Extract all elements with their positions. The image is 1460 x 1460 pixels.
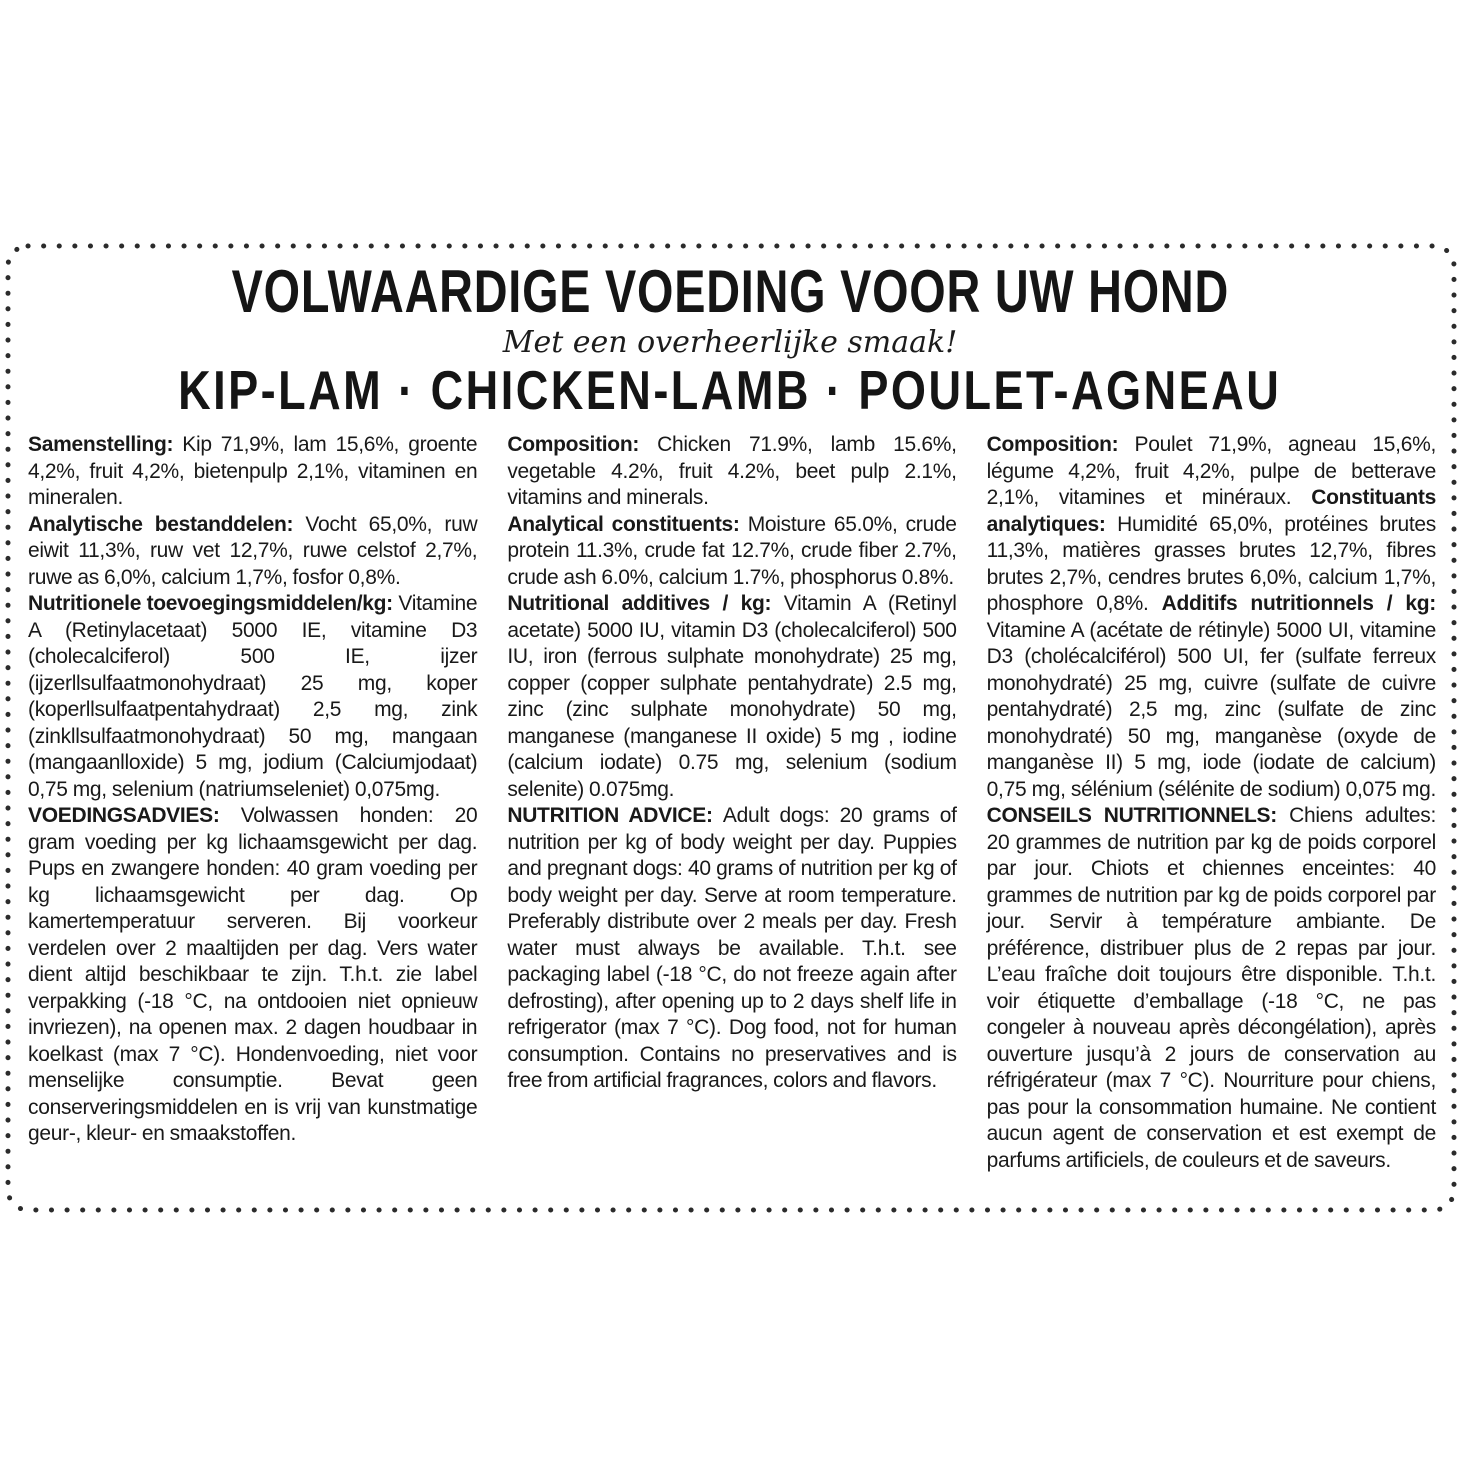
section-text: Chiens adultes: 20 grammes de nutrition par kg de poids corporel par jour. Chiots et chiennes enceintes: 40 grammes de nutrition par kg de poids corporel par jour. Servir à température ambiante. De préférence, distribuer plus de 2 repas par jour. L’eau fraîche doit toujours être disponible. T.h.t. voir étiquette d’emballage (-18 °C, ne pas congeler à nouveau après décongélation), après ouverture jusqu’à 2 jours de conservation au réfrigérateur (max 7 °C). Nourriture pour chiens, pas pour la consommation humaine. Ne contient aucun agent de conservation et est exempt de parfums artificiels, de couleurs et de saveurs. [986,804,1436,1172]
label-paragraph [987,432,1436,1174]
section-text: Vocht 65,0%, ruw eiwit 11,3%, ruw vet 12,7%, ruwe celstof 2,7%, ruwe as 6,0%, calcium 1,7%, fosfor 0,8%. [28,512,478,589]
column-french [987,432,1436,1174]
section-text: Volwassen honden: 20 gram voeding per kg lichaamsgewicht per dag. Pups en zwangere honden: 40 gram voeding per kg lichaamsgewicht per dag. Op kamertemperatuur serveren. Bij voorkeur verdelen over 2 maaltijden per dag. Vers water dient altijd beschikbaar te zijn. T.h.t. zie label verpakking (-18 °C, na ontdooien niet opnieuw invriezen), na openen max. 2 dagen houdbaar in koelkast (max 7 °C). Hondenvoeding, niet voor menselijke consumptie. Bevat geen conserveringsmiddelen en is vrij van kunstmatige geur-, kleur- en smaakstoffen. [28,804,478,1145]
section-heading: Constituants analytiques: [986,486,1436,536]
section-heading: Additifs nutritionnels / kg: [1161,592,1436,615]
section-heading: Analytische bestanddelen: [28,512,306,536]
section-heading: Nutritional additives / kg: [507,592,784,615]
section-text: Vitamin A (Retinyl acetate) 5000 IU, vitamin D3 (cholecalciferol) 500 IU, iron (ferrous sulphate monohydrate) 25 mg, copper (copper sulphate pentahydrate) 2.5 mg, zinc (zinc sulphate monohydrate) 50 mg, manganese (manganese II oxide) 5 mg , iodine (calcium iodate) 0.75 mg, selenium (sodium selenite) 0.075mg. [507,592,957,801]
section-text: Vitamine A (acétate de rétinyle) 5000 UI, vitamine D3 (cholécalciférol) 500 UI, fer (sulfate ferreux monohydraté) 25 mg, cuivre (sulfate de cuivre pentahydraté) 2,5 mg, zinc (sulfate de zinc monohydraté) 50 mg, manganèse (oxyde de manganèse II) 5 mg, iode (iodate de calcium) 0,75 mg, sélénium (sélénite de sodium) 0,075 mg. [986,618,1436,801]
flavor-line: KIP-LAM · CHICKEN-LAMB · POULET-AGNEAU [178,359,1282,421]
label-paragraph [507,432,956,512]
label-paragraph [507,803,956,1095]
section-text: Chicken 71.9%, lamb 15.6%, vegetable 4.2%, fruit 4.2%, beet pulp 2.1%, vitamins and minerals. [507,433,957,509]
section-heading: Samenstelling: [28,433,183,456]
label-header [0,258,1460,421]
label-paragraph [28,803,477,1148]
section-text: Kip 71,9%, lam 15,6%, groente 4,2%, fruit 4,2%, bietenpulp 2,1%, vitaminen en mineralen. [28,433,478,509]
section-heading: CONSEILS NUTRITIONNELS: [986,804,1290,827]
section-text: Humidité 65,0%, protéines brutes 11,3%, matières grasses brutes 12,7%, fibres brutes 2,7%, cendres brutes 6,0%, calcium 1,7%, phosphore 0,8%. [986,512,1436,615]
page-title: VOLWAARDIGE VOEDING VOOR UW HOND [231,258,1229,325]
section-heading: Nutritionele toevoegingsmiddelen/kg: [28,592,399,615]
section-text: Vitamine A (Retinylacetaat) 5000 IE, vitamine D3 (cholecalciferol) 500 IE, ijzer (ijzerllsulfaatmonohydraat) 25 mg, koper (koperllsulfaatpentahydraat) 2,5 mg, zink (zinkllsulfaatmonohydraat) 50 mg, mangaan (mangaanlloxide) 5 mg, jodium (Calciumjodaat) 0,75 mg, selenium (natriumseleniet) 0,075mg. [28,592,478,801]
section-text: Moisture 65.0%, crude protein 11.3%, crude fat 12.7%, crude fiber 2.7%, crude ash 6.0%, calcium 1.7%, phosphorus 0.8%. [507,512,957,589]
label-paragraph [28,432,477,512]
section-text: Adult dogs: 20 grams of nutrition per kg of body weight per day. Puppies and pregnant dogs: 40 grams of nutrition per kg of body weight per day. Serve at room temperature. Preferably distribute over 2 meals per day. Fresh water must always be available. T.h.t. see packaging label (-18 °C, do not freeze again after defrosting), after opening up to 2 days shelf life in refrigerator (max 7 °C). Dog food, not for human consumption. Contains no preservatives and is free from artificial fragrances, colors and flavors. [507,804,957,1092]
section-heading: VOEDINGSADVIES: [28,804,241,827]
section-heading: NUTRITION ADVICE: [507,804,723,827]
text-columns [28,432,1436,1174]
section-text: Poulet 71,9%, agneau 15,6%, légume 4,2%, fruit 4,2%, pulpe de betterave 2,1%, vitamines et minéraux. [986,433,1436,509]
label-paragraph [28,591,477,803]
label-paragraph [28,512,477,592]
section-heading: Composition: [986,433,1135,456]
column-english [507,432,956,1174]
label-paragraph [507,512,956,592]
section-heading: Composition: [507,433,658,456]
column-dutch [28,432,477,1174]
label-paragraph [507,591,956,803]
section-heading: Analytical constituents: [507,512,748,536]
tagline-script: Met een overheerlijke smaak! [502,325,958,360]
